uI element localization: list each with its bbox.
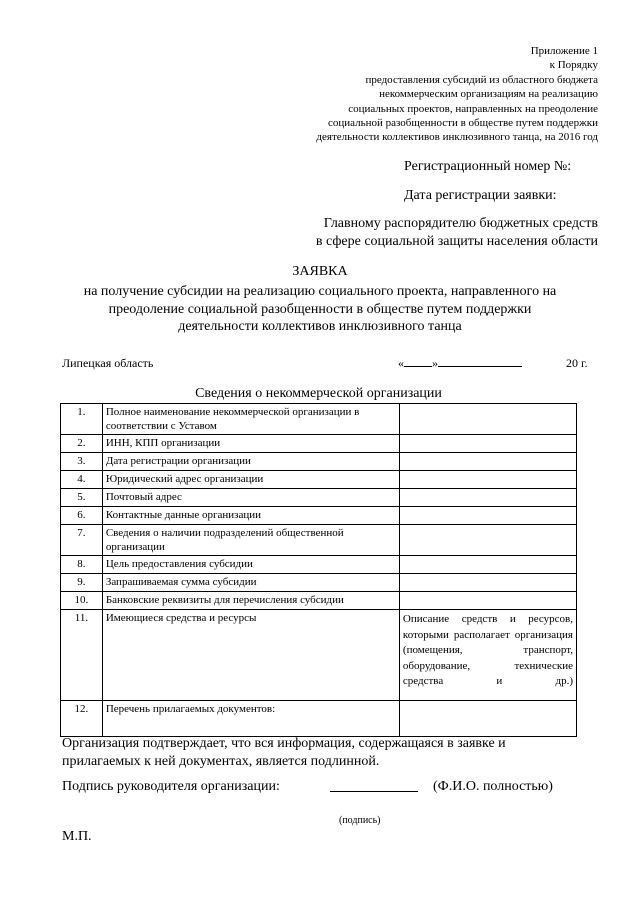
row-label: Почтовый адрес [102, 489, 399, 507]
row-number: 6. [61, 507, 103, 525]
row-label: Имеющиеся средства и ресурсы [102, 610, 399, 701]
application-title: ЗАЯВКА [292, 264, 348, 279]
table-row [61, 556, 577, 574]
addressee-block [316, 215, 598, 250]
registration-date-label: Дата регистрации заявки: [404, 188, 557, 203]
year-label: 20 г. [566, 356, 588, 370]
table-row [61, 701, 577, 737]
row-number: 10. [61, 592, 103, 610]
row-number: 5. [61, 489, 103, 507]
registration-number-label: Регистрационный номер №: [404, 159, 572, 174]
row-value-cell [399, 489, 576, 507]
stamp-label: М.П. [62, 829, 92, 844]
row-label: Перечень прилагаемых документов: [102, 701, 399, 737]
row-number: 12. [61, 701, 103, 737]
signature-name-label: (Ф.И.О. полностью) [433, 779, 553, 794]
subtitle-line: деятельности коллективов инклюзивного танца [178, 319, 462, 334]
table-row [61, 592, 577, 610]
section-title: Сведения о некоммерческой организации [195, 386, 442, 401]
row-number: 8. [61, 556, 103, 574]
date-fill-line [398, 355, 522, 371]
row-label: Полное наименование некоммерческой организации в соответствии с Уставом [102, 404, 399, 435]
table-row [61, 435, 577, 453]
appendix-line: деятельности коллективов инклюзивного танца, на 2016 год [316, 131, 598, 144]
date-open-quote: « [398, 356, 404, 370]
region-label: Липецкая область [62, 356, 154, 370]
addressee-line: Главному распорядителю бюджетных средств [323, 216, 598, 231]
appendix-line: предоставления субсидий из областного бюджета [365, 73, 598, 86]
row-label: ИНН, КПП организации [102, 435, 399, 453]
row-number: 9. [61, 574, 103, 592]
table-row [61, 471, 577, 489]
row-label: Банковские реквизиты для перечисления субсидии [102, 592, 399, 610]
table-row [61, 574, 577, 592]
row-value-cell [399, 435, 576, 453]
application-subtitle [0, 283, 640, 336]
month-blank [438, 355, 522, 367]
row-label: Сведения о наличии подразделений общественной организации [102, 525, 399, 556]
row-value-cell [399, 404, 576, 435]
row-value-cell [399, 556, 576, 574]
row-number: 7. [61, 525, 103, 556]
row-number: 1. [61, 404, 103, 435]
row-label: Запрашиваемая сумма субсидии [102, 574, 399, 592]
row-number: 4. [61, 471, 103, 489]
row-value-cell [399, 471, 576, 489]
confirmation-line: прилагаемых к ней документах, является подлинной. [62, 754, 380, 769]
row-value-cell [399, 574, 576, 592]
table-row [61, 525, 577, 556]
appendix-line: Приложение 1 [530, 45, 598, 57]
table-row [61, 507, 577, 525]
row-label: Юридический адрес организации [102, 471, 399, 489]
table-row [61, 453, 577, 471]
day-blank [404, 355, 432, 367]
appendix-line: к Порядку [549, 59, 598, 72]
row-value-cell [399, 453, 576, 471]
appendix-line: некоммерческим организациям на реализацию [379, 88, 598, 101]
signature-label: Подпись руководителя организации: [62, 779, 280, 794]
subtitle-line: на получение субсидии на реализацию социального проекта, направленного на [83, 284, 557, 299]
row-value-cell [399, 701, 576, 737]
addressee-line: в сфере социальной защиты населения области [315, 233, 598, 249]
appendix-header [316, 44, 598, 145]
appendix-line: социальной разобщенности в обществе путем поддержки [327, 117, 598, 130]
table-row [61, 404, 577, 435]
row-value-description: Описание средств и ресурсов, которыми располагает организация (помещения, транспорт, оборудование, технические средства и др.) [399, 610, 576, 701]
row-label: Цель предоставления субсидии [102, 556, 399, 574]
row-label: Дата регистрации организации [102, 453, 399, 471]
confirmation-line: Организация подтверждает, что вся информация, содержащаяся в заявке и [62, 736, 506, 751]
row-number: 3. [61, 453, 103, 471]
confirmation-text [62, 735, 506, 771]
signature-caption: (подпись) [339, 815, 381, 826]
row-number: 11. [61, 610, 103, 701]
row-label: Контактные данные организации [102, 507, 399, 525]
subtitle-line: преодоление социальной разобщенности в обществе путем поддержки [108, 301, 532, 317]
row-number: 2. [61, 435, 103, 453]
row-value-cell [399, 507, 576, 525]
signature-blank [330, 791, 418, 792]
appendix-line: социальных проектов, направленных на преодоление [348, 102, 598, 115]
table-row [61, 610, 577, 701]
date-close-quote: » [432, 356, 438, 370]
table-row [61, 489, 577, 507]
organization-info-table [60, 403, 577, 737]
row-value-cell [399, 592, 576, 610]
row-value-cell [399, 525, 576, 556]
